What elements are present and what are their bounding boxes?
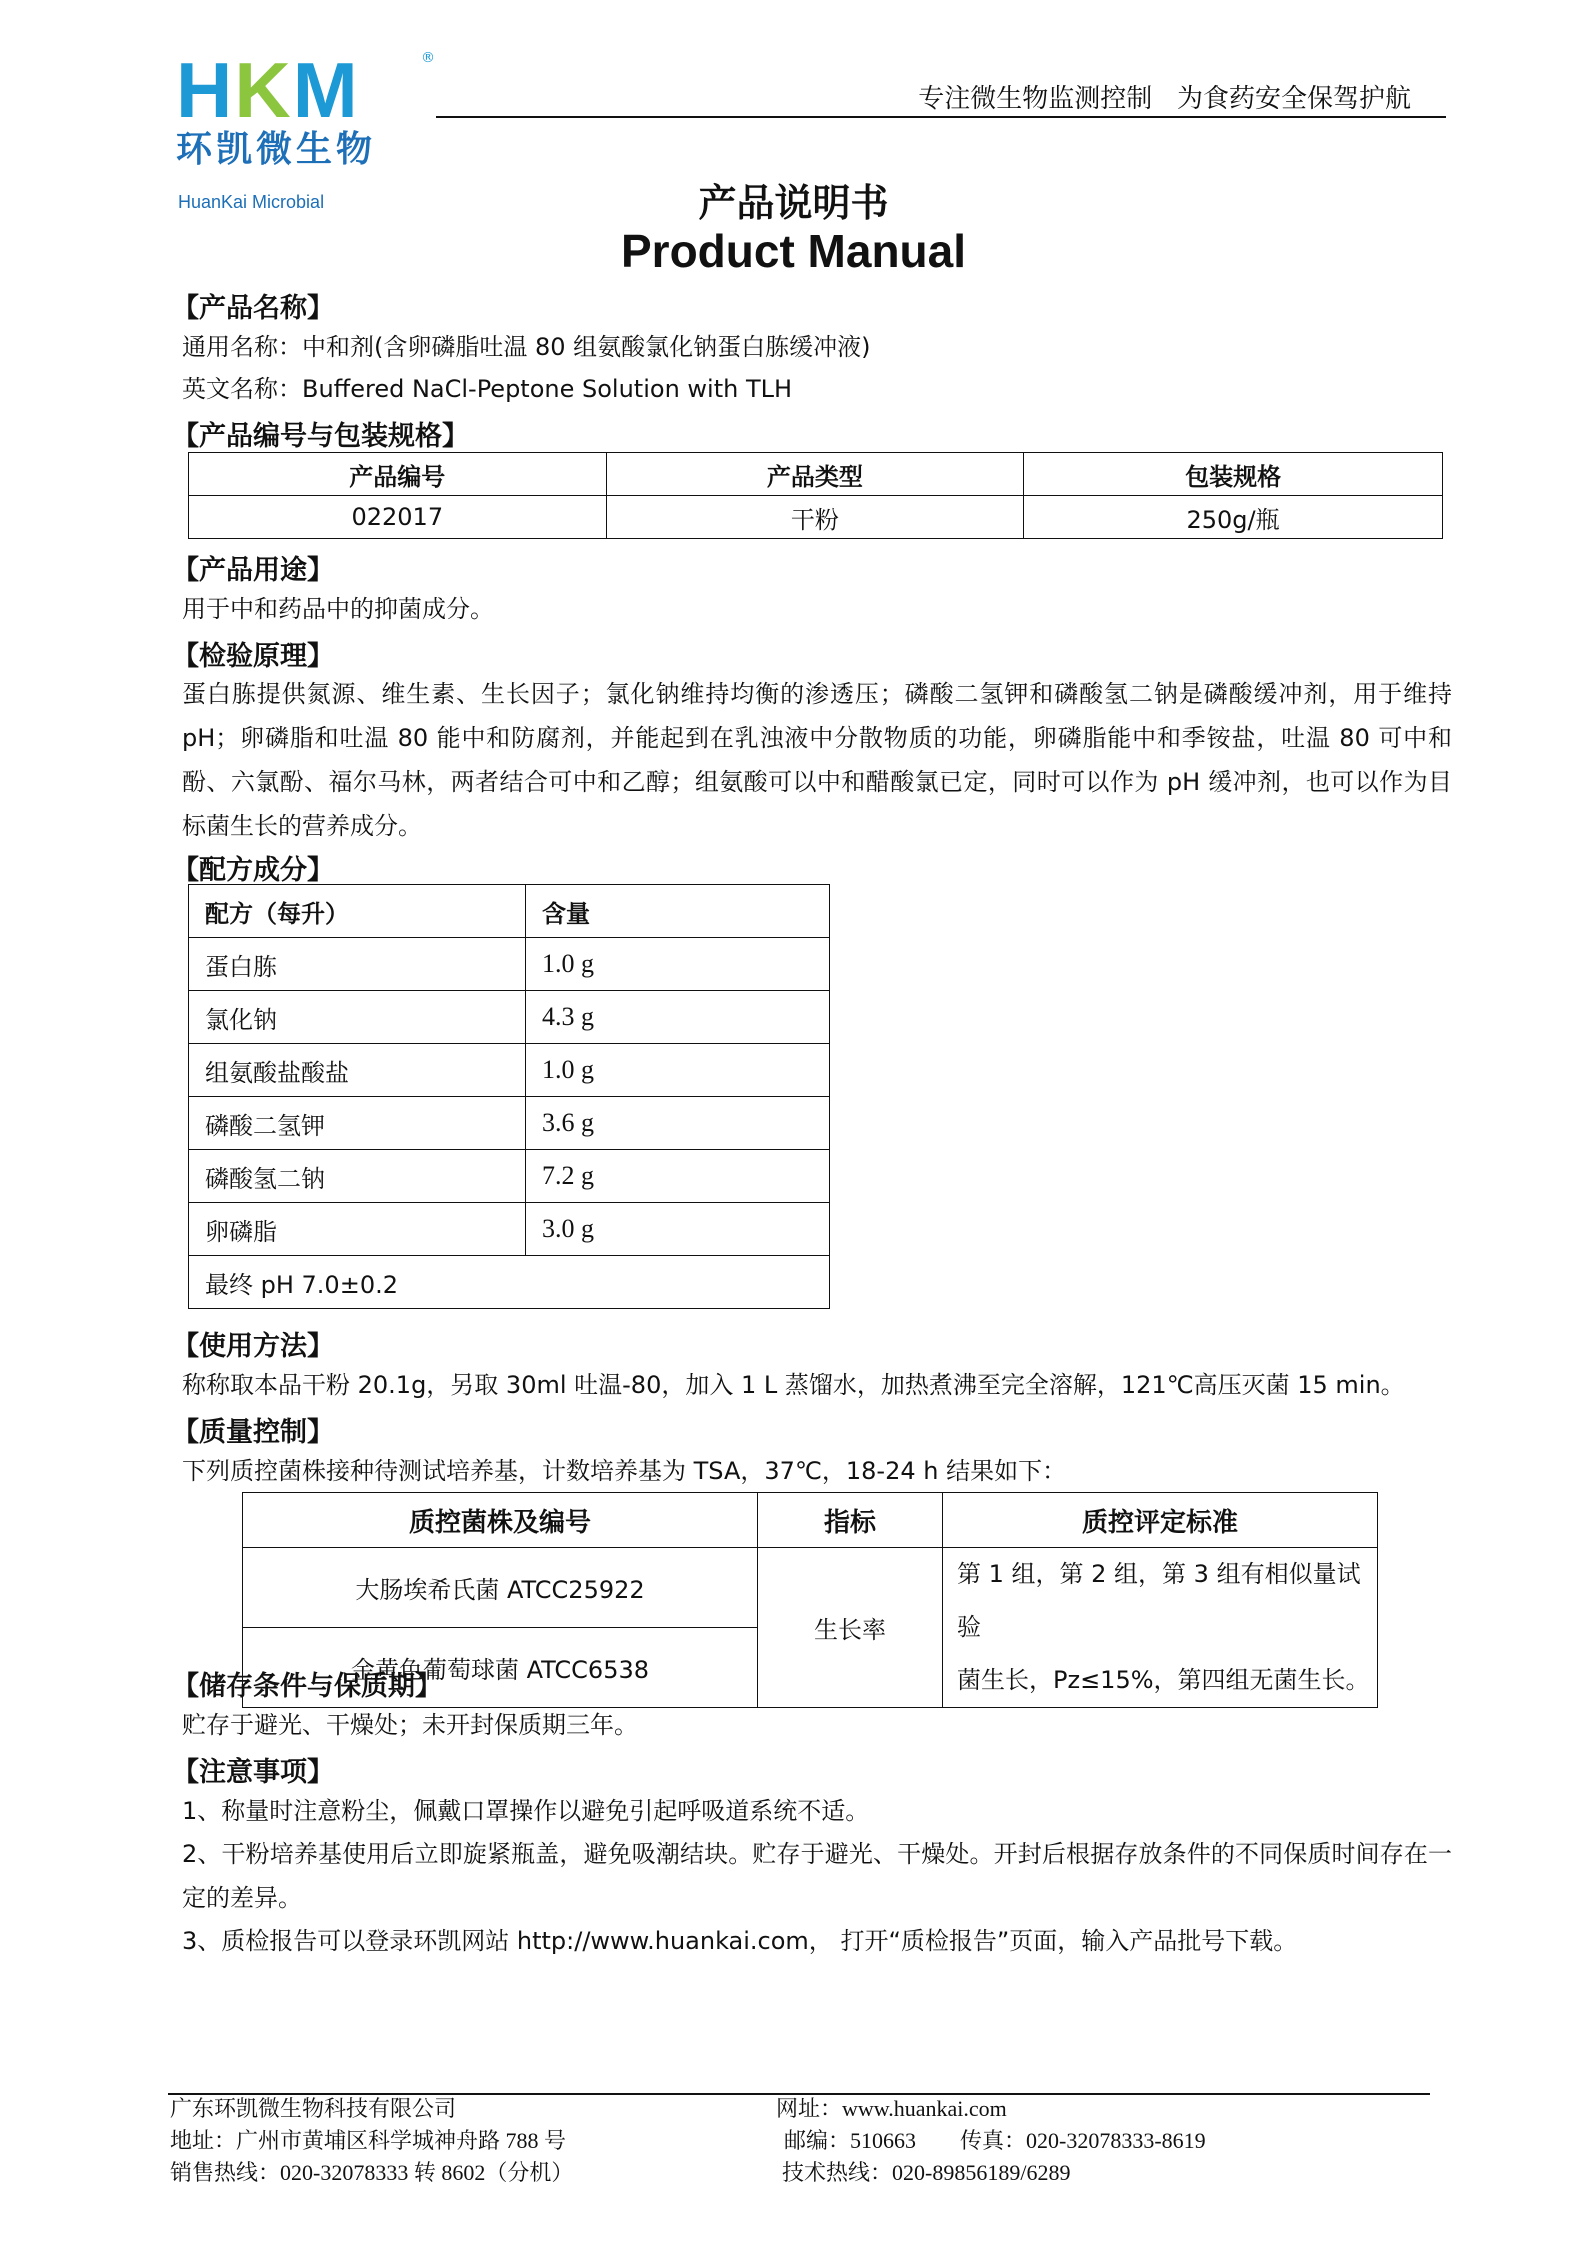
company-logo: [176, 46, 436, 212]
ingredient: 磷酸二氢钾: [189, 1097, 526, 1150]
table-header: 包装规格: [1024, 453, 1443, 496]
section-heading-formula: 【配方成分】: [172, 855, 334, 886]
qc-strain: 大肠埃希氏菌 ATCC25922: [243, 1548, 758, 1628]
formula-table: [188, 884, 830, 1309]
logo-chinese-name: 环凯微生物: [176, 129, 377, 170]
footer-sales-hotline: 销售热线：020-32078333 转 8602（分机）: [170, 2160, 574, 2185]
table-row: [189, 1256, 830, 1309]
usage-text: 用于中和药品中的抑菌成分。: [182, 595, 494, 623]
product-type: 干粉: [606, 496, 1024, 539]
amount: 3.0 g: [526, 1203, 830, 1256]
table-header: 配方（每升）: [189, 885, 526, 938]
doc-title-en: Product Manual: [620, 225, 967, 277]
amount: 3.6 g: [526, 1097, 830, 1150]
amount: 1.0 g: [526, 938, 830, 991]
note-item: 2、干粉培养基使用后立即旋紧瓶盖，避免吸潮结块。贮存于避光、干燥处。开封后根据存放条件的不同保质时间存在一定的差异。: [182, 1840, 1452, 1912]
ingredient: 氯化钠: [189, 991, 526, 1044]
footer-address: 地址：广州市黄埔区科学城神舟路 788 号: [170, 2128, 567, 2153]
section-heading-principle: 【检验原理】: [172, 641, 334, 672]
doc-title-cn: 产品说明书: [698, 181, 889, 225]
product-code: 022017: [189, 496, 607, 539]
table-header: 质控菌株及编号: [243, 1493, 758, 1548]
qc-intro: 下列质控菌株接种待测试培养基，计数培养基为 TSA，37℃，18-24 h 结果如下：: [182, 1457, 1067, 1485]
table-header: 含量: [526, 885, 830, 938]
final-ph: 最终 pH 7.0±0.2: [189, 1256, 830, 1309]
section-heading-name: 【产品名称】: [172, 293, 334, 324]
header-divider: [436, 116, 1446, 118]
table-header: 产品编号: [189, 453, 607, 496]
table-header-row: [189, 885, 830, 938]
qc-strain: 金黄色葡萄球菌 ATCC6538: [243, 1628, 758, 1708]
table-row: [189, 1097, 830, 1150]
table-row: [189, 496, 1443, 539]
table-header: 产品类型: [606, 453, 1024, 496]
qc-indicator: 生长率: [758, 1548, 943, 1708]
table-header-row: [243, 1493, 1378, 1548]
section-heading-storage: 【储存条件与保质期】: [172, 1671, 442, 1702]
amount: 1.0 g: [526, 1044, 830, 1097]
table-row: [189, 991, 830, 1044]
table-header-row: [189, 453, 1443, 496]
section-heading-notes: 【注意事项】: [172, 1757, 334, 1788]
common-name: 通用名称：中和剂(含卵磷脂吐温 80 组氨酸氯化钠蛋白胨缓冲液): [182, 333, 871, 361]
principle-text: 蛋白胨提供氮源、维生素、生长因子；氯化钠维持均衡的渗透压；磷酸二氢钾和磷酸氢二钠是磷酸缓冲剂，用于维持 pH；卵磷脂和吐温 80 能中和防腐剂，并能起到在乳浊液中分散物质的功能，卵磷脂能中和季铵盐，吐温 80 可中和酚、六氯酚、福尔马林，两者结合可中和乙醇；组氨酸可以中和醋酸氯已定，同时可以作为 pH 缓冲剂，也可以作为目标菌生长的营养成分。: [182, 680, 1452, 840]
section-heading-package: 【产品编号与包装规格】: [172, 421, 469, 452]
section-heading-method: 【使用方法】: [172, 1331, 334, 1362]
table-header: 质控评定标准: [943, 1493, 1378, 1548]
header-slogan: 专注微生物监测控制 为食药安全保驾护航: [918, 84, 1411, 114]
amount: 4.3 g: [526, 991, 830, 1044]
method-text: 称称取本品干粉 20.1g，另取 30ml 吐温-80，加入 1 L 蒸馏水，加热煮沸至完全溶解，121℃高压灭菌 15 min。: [182, 1371, 1405, 1399]
table-row: [243, 1548, 1378, 1628]
logo-english-name: HuanKai Microbial: [178, 192, 325, 212]
qc-standard: 第 1 组，第 2 组，第 3 组有相似量试验 菌生长，Pz≤15%，第四组无菌生长。: [943, 1548, 1378, 1708]
footer-fax: 传真：020-32078333-8619: [960, 2128, 1206, 2153]
storage-text: 贮存于避光、干燥处；未开封保质期三年。: [182, 1711, 638, 1739]
package-table: [188, 452, 1443, 539]
table-row: [189, 938, 830, 991]
section-heading-usage: 【产品用途】: [172, 555, 334, 586]
footer-tech-hotline: 技术热线：020-89856189/6289: [782, 2160, 1071, 2185]
package-spec: 250g/瓶: [1024, 496, 1443, 539]
section-heading-qc: 【质量控制】: [172, 1417, 334, 1448]
ingredient: 卵磷脂: [189, 1203, 526, 1256]
footer-website: 网址：www.huankai.com: [776, 2096, 1007, 2121]
note-item: 3、质检报告可以登录环凯网站 http://www.huankai.com， 打开“质检报告”页面，输入产品批号下载。: [182, 1927, 1298, 1955]
ingredient: 组氨酸盐酸盐: [189, 1044, 526, 1097]
registered-mark: ®: [421, 50, 435, 66]
table-header: 指标: [758, 1493, 943, 1548]
amount: 7.2 g: [526, 1150, 830, 1203]
table-row: [189, 1044, 830, 1097]
english-name: 英文名称：Buffered NaCl-Peptone Solution with TLH: [182, 375, 793, 403]
note-item: 1、称量时注意粉尘，佩戴口罩操作以避免引起呼吸道系统不适。: [182, 1797, 870, 1825]
ingredient: 蛋白胨: [189, 938, 526, 991]
footer-postcode: 邮编：510663: [784, 2128, 917, 2153]
table-row: [189, 1203, 830, 1256]
table-row: [189, 1150, 830, 1203]
ingredient: 磷酸氢二钠: [189, 1150, 526, 1203]
logo-hkm-mark: HKM: [176, 46, 360, 134]
footer-company: 广东环凯微生物科技有限公司: [170, 2096, 457, 2121]
